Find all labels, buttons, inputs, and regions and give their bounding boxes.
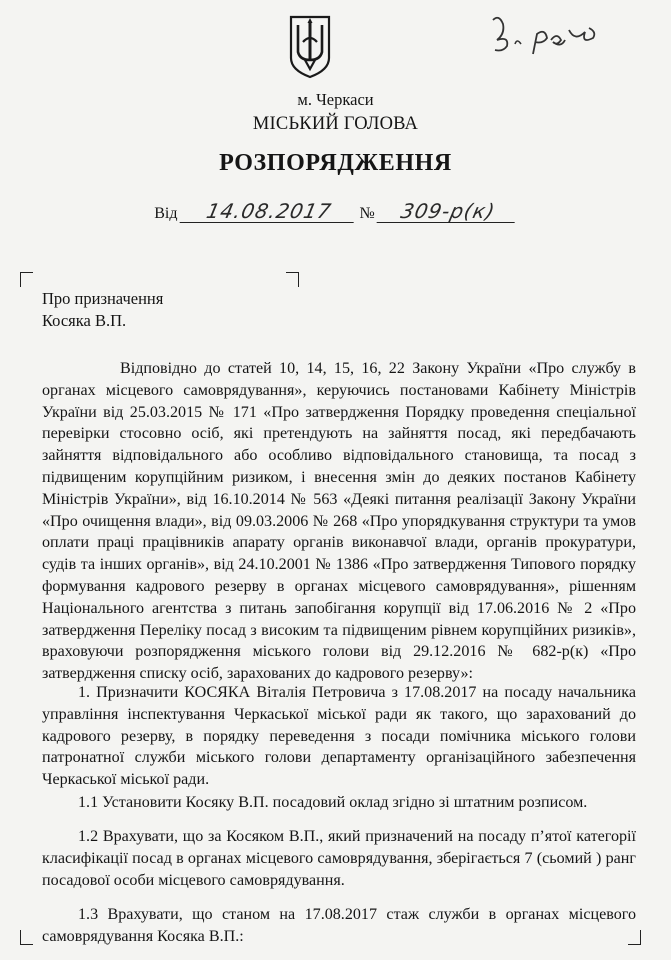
document-number: 309-р(к) — [376, 200, 519, 223]
document-date: 14.08.2017 — [179, 200, 358, 223]
document-subject — [42, 288, 163, 332]
city-name: м. Черкаси — [297, 90, 374, 109]
order-item-1-1: 1.1 Установити Косяку В.П. посадовий оклад згідно зі штатним розписом. — [78, 794, 588, 811]
margin-corner-mark-bottom-left — [20, 930, 33, 945]
subject-corner-mark-top-right — [286, 272, 299, 287]
trident-emblem-icon — [288, 14, 332, 80]
handwritten-resolution-signature — [485, 10, 605, 62]
date-prefix: Від — [154, 205, 178, 222]
subject-corner-mark-top-left — [20, 272, 33, 287]
number-prefix: № — [359, 205, 375, 222]
order-item-1-3: 1.3 Врахувати, що станом на 17.08.2017 стаж служби в органах місцевого самоврядування Косяка В.П.: — [42, 906, 636, 945]
document-title: РОЗПОРЯДЖЕННЯ — [219, 150, 452, 176]
subject-line: Косяка В.П. — [42, 311, 127, 330]
order-item-1-2: 1.2 Врахувати, що за Косяком В.П., який призначений на посаду п’ятої категорії класифікації посад в органах місцевого самоврядування, зберігається 7 (сьомий ) ранг посадової особи місцевого самоврядування. — [42, 828, 636, 889]
order-item-1: 1. Призначити КОСЯКА Віталія Петровича з 17.08.2017 на посаду начальника управління інспектування Черкаської міської ради як такого, що зарахований до кадрового резерву, в порядку переведення з посади помічника міського голови патронатної служби міського голови департаменту організаційного забезпечення Черкаської міської ради. — [42, 684, 636, 789]
issuing-office: МІСЬКИЙ ГОЛОВА — [252, 114, 419, 134]
document-date-number-line — [0, 200, 671, 223]
preamble-paragraph: Відповідно до статей 10, 14, 15, 16, 22 Закону України «Про службу в органах місцевого самоврядування», керуючись постановами Кабінету Міністрів України від 25.03.2015 № 171 «Про затвердження Порядку проведення спеціальної перевірки стосовно осіб, які претендують на зайняття посад, які передбачають зайняття відповідального або особливо відповідального становища, та посад з підвищеним корупційним ризиком, і внесення змін до деяких постанов Кабінету Міністрів України», від 16.10.2014 № 563 «Деякі питання реалізації Закону України «Про очищення влади», від 09.03.2006 № 268 «Про упорядкування структури та умов оплати праці працівників апарату органів виконавчої влади, органів прокуратури, судів та інших органів», від 24.10.2001 № 1386 «Про затвердження Типового порядку формування кадрового резерву в органах місцевого самоврядування», рішенням Національного агентства з питань запобігання корупції від 17.06.2016 № 2 «Про затвердження Переліку посад з високим та підвищеним рівнем корупційних ризиків», враховуючи розпорядження міського голови від 29.12.2016 № 682-р(к) «Про затвердження списку осіб, зарахованих до кадрового резерву»: — [42, 360, 636, 683]
subject-line: Про призначення — [42, 289, 164, 308]
